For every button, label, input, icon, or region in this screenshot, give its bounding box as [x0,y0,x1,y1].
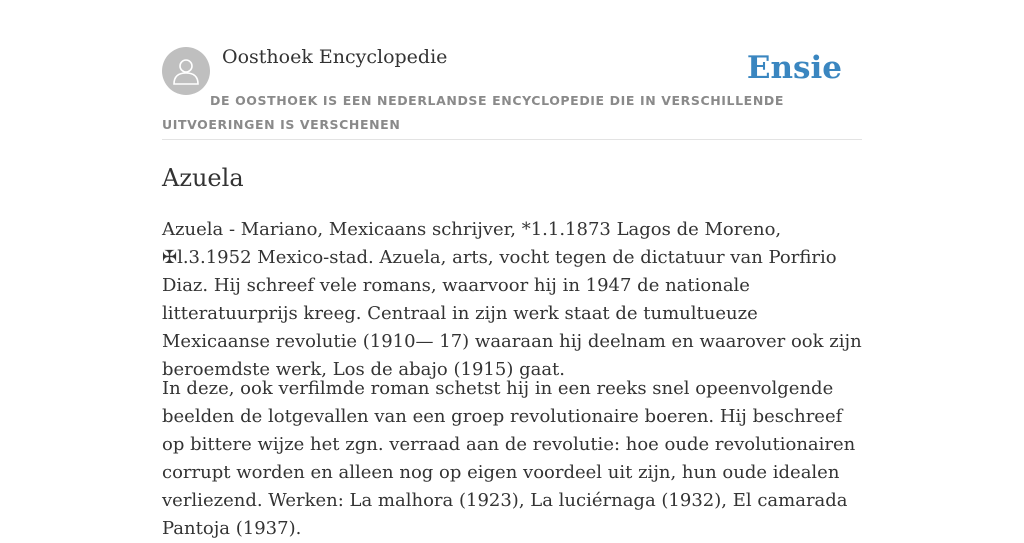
user-icon [171,56,201,86]
ensie-logo[interactable]: Ensie [746,50,842,86]
page-container [162,0,862,539]
source-name-link[interactable]: Oosthoek Encyclopedie [222,46,448,68]
source-avatar[interactable] [162,47,210,95]
article-paragraph: In deze, ook verfilmde roman schetst hij in een reeks snel opeenvolgende beelden de lotgevallen van een groep revolutionaire boeren. Hij beschreef op bittere wijze het zgn. verraad aan de revolutie: hoe oude revolutionairen corrupt worden en alleen nog op eigen voordeel uit zijn, hun oude idealen verliezend. Werken: La malhora (1923), La luciérnaga (1932), El camarada Pantoja (1937). [162,378,856,539]
source-description: DE OOSTHOEK IS EEN NEDERLANDSE ENCYCLOPEDIE DIE IN VERSCHILLENDE UITVOERINGEN IS VERSCHENEN [162,93,784,132]
article-paragraph: Azuela - Mariano, Mexicaans schrijver, *1.1.1873 Lagos de Moreno, ✠l.3.1952 Mexico-stad. Azuela, arts, vocht tegen de dictatuur van Porfirio Diaz. Hij schreef vele romans, waarvoor hij in 1947 de nationale litteratuurprijs kreeg. Centraal in zijn werk staat de tumultueuze Mexicaanse revolutie (1910— 17) waaraan hij deelnam en waarover ook zijn beroemdste werk, Los de abajo (1915) gaat. [162,219,862,380]
source-header [162,0,862,140]
article-title: Azuela [162,164,244,192]
